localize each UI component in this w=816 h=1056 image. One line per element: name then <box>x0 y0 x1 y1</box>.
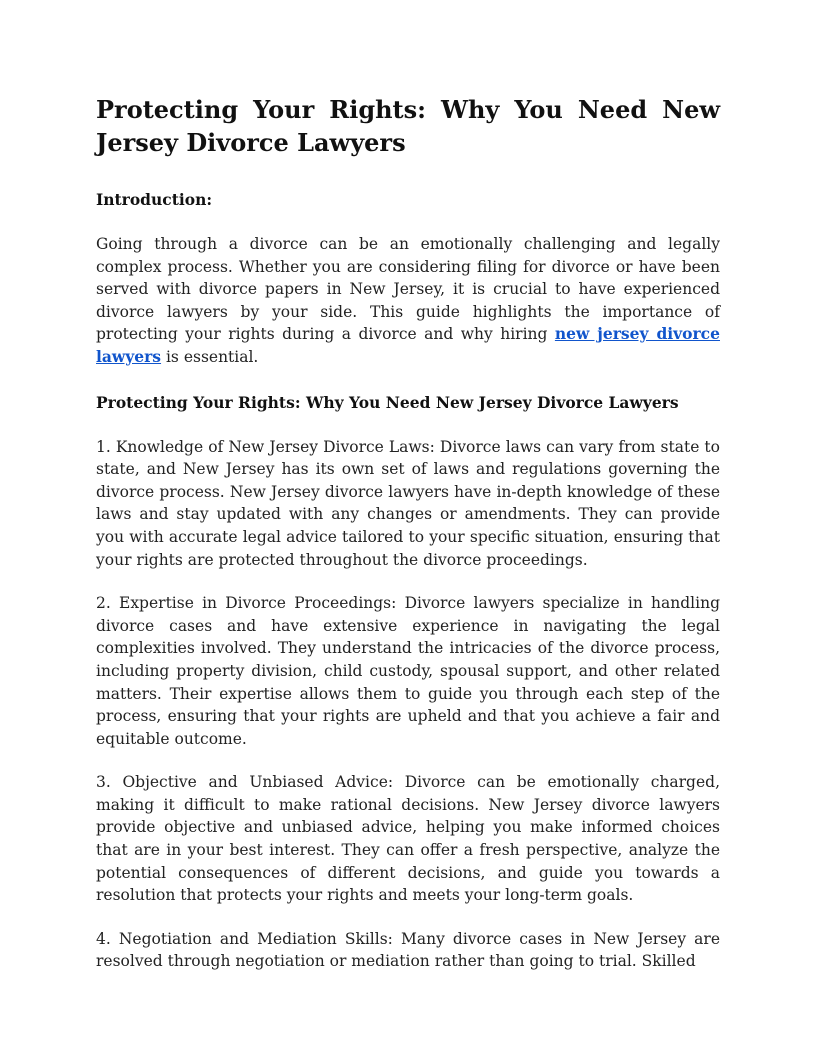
intro-text-before-link: Going through a divorce can be an emotionally challenging and legally complex process. Whether you are considering filing for divorce or have been served with divorce papers in New Jersey, it is crucial to have experienced divorce lawyers by your side. This guide highlights the importance of protecting your rights during a divorce and why hiring <box>96 235 720 344</box>
point-expertise: 2. Expertise in Divorce Proceedings: Divorce lawyers specialize in handling divorce cases and have extensive experience in navigating the legal complexities involved. They understand the intricacies of the divorce process, including property division, child custody, spousal support, and other related matters. Their expertise allows them to guide you through each step of the process, ensuring that your rights are upheld and that you achieve a fair and equitable outcome. <box>96 594 720 748</box>
intro-heading: Introduction: <box>96 190 213 209</box>
point-objective-advice: 3. Objective and Unbiased Advice: Divorce can be emotionally charged, making it difficult to make rational decisions. New Jersey divorce lawyers provide objective and unbiased advice, helping you make informed choices that are in your best interest. They can offer a fresh perspective, analyze the potential consequences of different decisions, and guide you towards a resolution that protects your rights and meets your long-term goals. <box>96 773 720 905</box>
intro-paragraph <box>96 233 720 369</box>
point-negotiation-skills: 4. Negotiation and Mediation Skills: Many divorce cases in New Jersey are resolved through negotiation or mediation rather than going to trial. Skilled <box>96 929 720 971</box>
document-title: Protecting Your Rights: Why You Need New Jersey Divorce Lawyers <box>96 95 720 157</box>
document-page <box>96 93 720 973</box>
intro-text-after-link: is essential. <box>161 347 259 366</box>
point-knowledge-of-laws: 1. Knowledge of New Jersey Divorce Laws: Divorce laws can vary from state to state, and New Jersey has its own set of laws and regulations governing the divorce process. New Jersey divorce lawyers have in-depth knowledge of these laws and stay updated with any changes or amendments. They can provide you with accurate legal advice tailored to your specific situation, ensuring that your rights are protected throughout the divorce proceedings. <box>96 437 720 569</box>
section-heading: Protecting Your Rights: Why You Need New Jersey Divorce Lawyers <box>96 392 679 412</box>
new-jersey-divorce-lawyers-link[interactable]: new jersey divorce lawyers <box>96 324 720 366</box>
